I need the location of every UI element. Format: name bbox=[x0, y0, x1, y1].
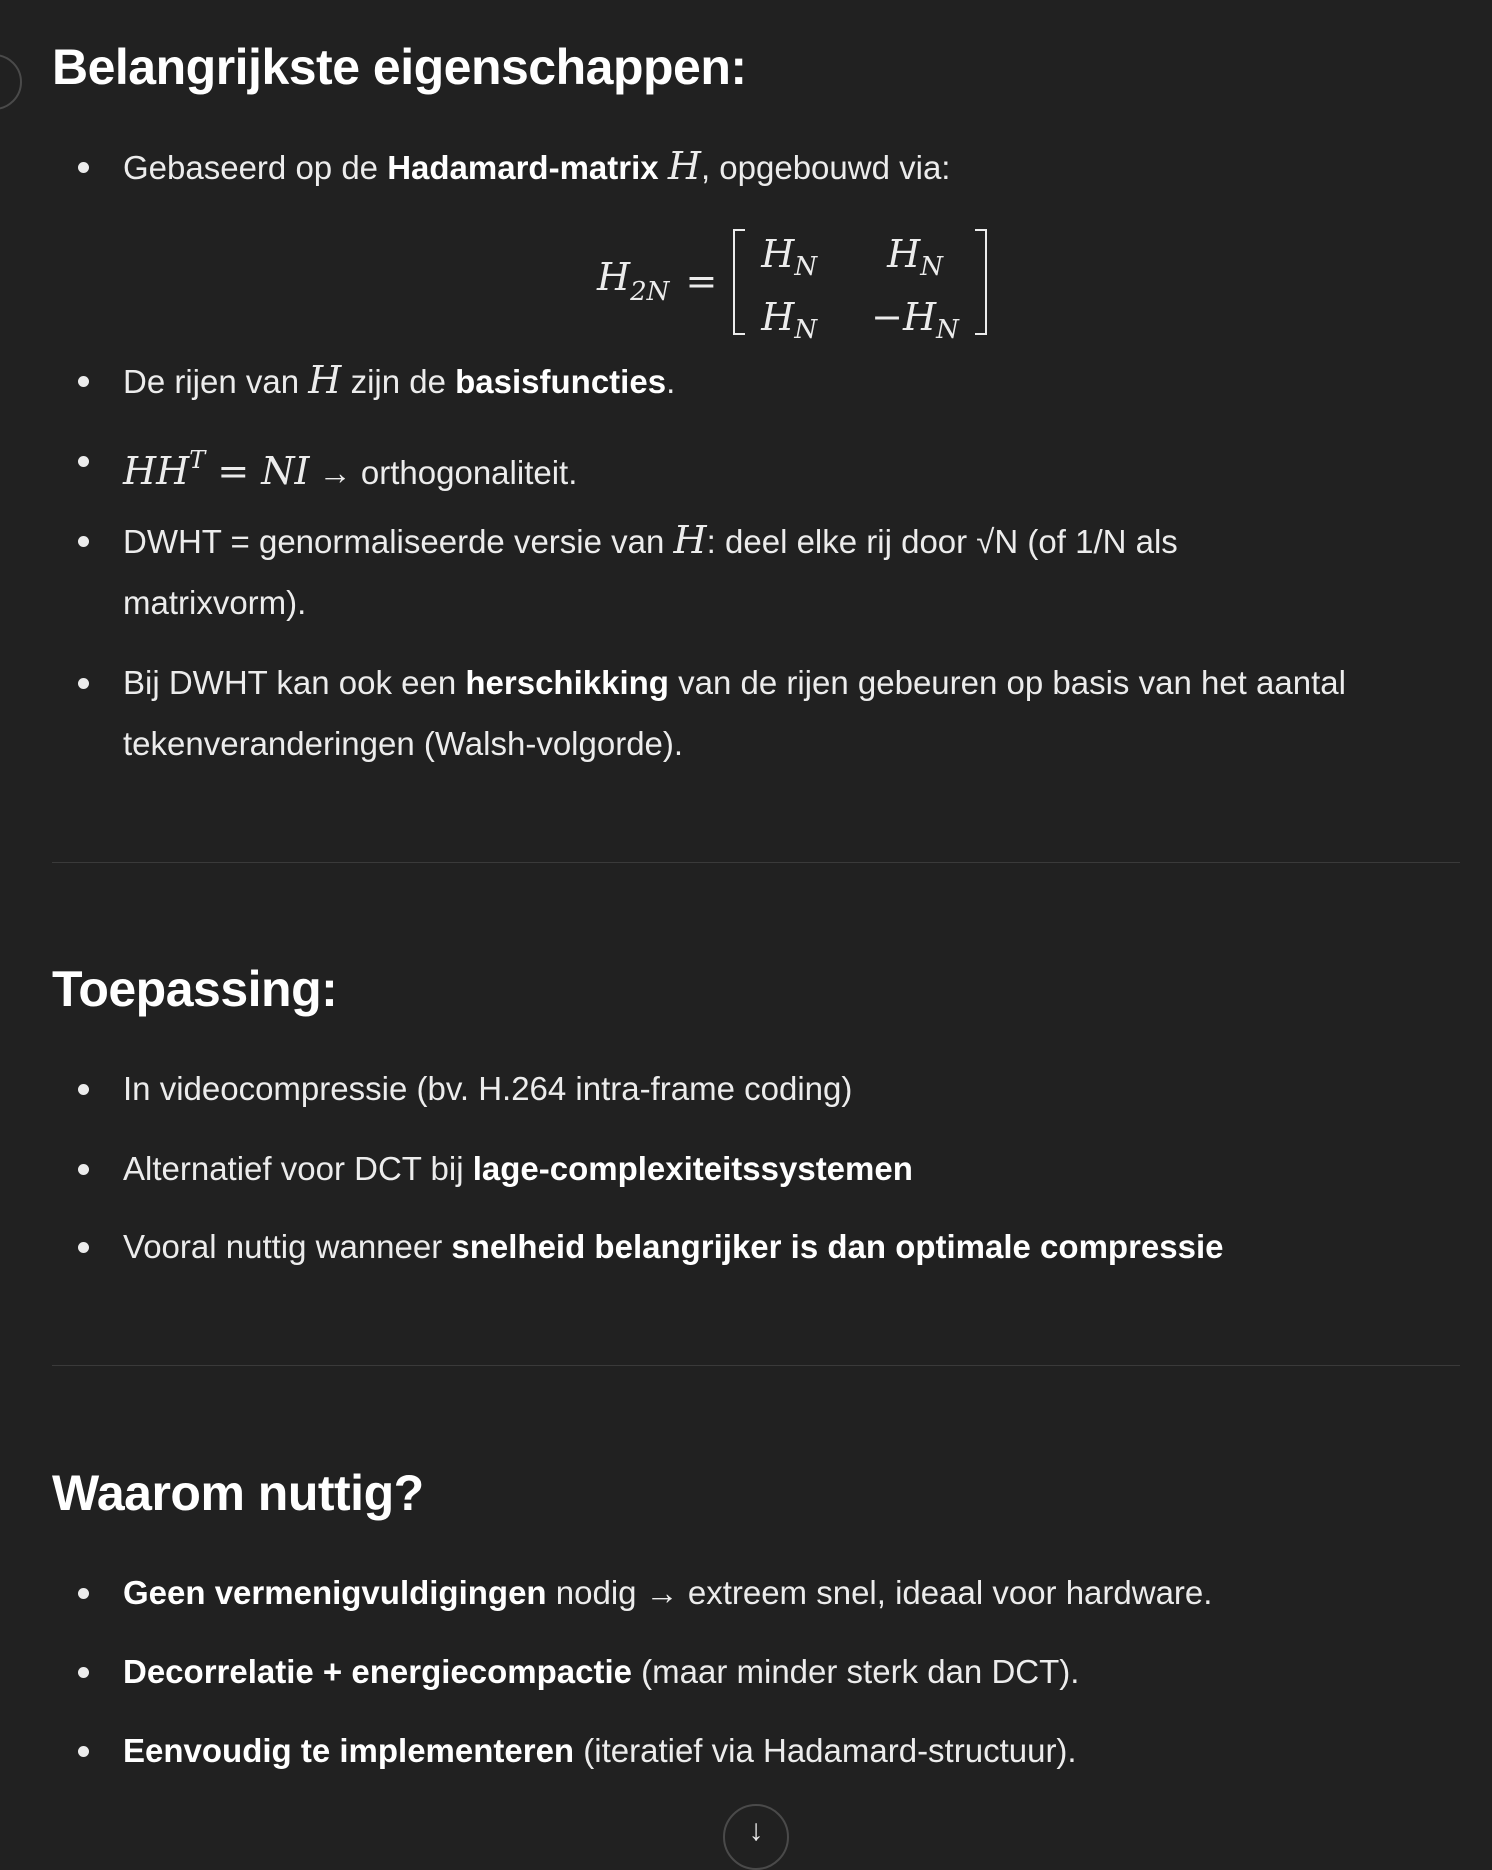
formula-equals: = bbox=[685, 259, 718, 303]
bullet-icon bbox=[78, 678, 89, 689]
matrix-cell: $H_N$ bbox=[887, 232, 943, 282]
bullet-icon bbox=[78, 162, 89, 173]
bullet-icon bbox=[78, 1084, 89, 1095]
list-item: De rijen van H zijn de basisfuncties. bbox=[52, 350, 1460, 412]
list-item: Decorrelatie + energiecompactie (maar minder sterk dan DCT). bbox=[52, 1641, 1460, 1702]
bullet-icon bbox=[78, 1746, 89, 1757]
list-item: Alternatief voor DCT bij lage-complexiteitssystemen bbox=[52, 1138, 1460, 1199]
bullet-icon bbox=[78, 536, 89, 547]
list-item: Eenvoudig te implementeren (iteratief via Hadamard-structuur). bbox=[52, 1720, 1460, 1781]
heading-belangrijkste-eigenschappen: Belangrijkste eigenschappen: bbox=[52, 39, 747, 95]
scroll-down-button[interactable] bbox=[723, 1804, 789, 1870]
bullet-icon bbox=[78, 1164, 89, 1175]
hadamard-formula bbox=[597, 226, 987, 345]
list-item: In videocompressie (bv. H.264 intra-frame coding) bbox=[52, 1058, 1460, 1119]
section-divider bbox=[52, 862, 1460, 863]
hadamard-matrix bbox=[733, 229, 987, 345]
bullet-icon bbox=[78, 376, 89, 387]
list-item: Bij DWHT kan ook een herschikking van de rijen gebeuren op basis van het aantal tekenveranderingen (Walsh-volgorde). bbox=[52, 652, 1460, 774]
bullet-icon bbox=[78, 1242, 89, 1253]
list-item: DWHT = genormaliseerde versie van H: deel elke rij door √N (of 1/N als matrixvorm). bbox=[52, 510, 1460, 633]
arrow-down-icon: ↓ bbox=[748, 1814, 764, 1847]
matrix-cell: $-H_N$ bbox=[871, 295, 959, 345]
bullet-icon bbox=[78, 1588, 89, 1599]
list-item: Geen vermenigvuldigingen nodig → extreem snel, ideaal voor hardware. bbox=[52, 1562, 1460, 1623]
side-indicator bbox=[0, 54, 22, 110]
section-divider bbox=[52, 1365, 1460, 1366]
matrix-cell: $H_N$ bbox=[761, 295, 818, 345]
list-item: Gebaseerd op de Hadamard-matrix H, opgebouwd via: bbox=[52, 136, 1460, 198]
matrix-cell: $H_N$ bbox=[761, 232, 818, 282]
heading-waarom-nuttig: Waarom nuttig? bbox=[52, 1465, 424, 1521]
heading-toepassing: Toepassing: bbox=[52, 961, 338, 1017]
formula-lhs: $H_{2N}$ bbox=[597, 255, 670, 307]
right-bracket bbox=[975, 229, 987, 335]
left-bracket bbox=[733, 229, 745, 335]
list-item: Vooral nuttig wanneer snelheid belangrijker is dan optimale compressie bbox=[52, 1216, 1460, 1277]
bullet-icon bbox=[78, 456, 89, 467]
bullet-icon bbox=[78, 1667, 89, 1678]
list-item: $HH^T$ = NI → orthogonaliteit. bbox=[52, 430, 1460, 503]
